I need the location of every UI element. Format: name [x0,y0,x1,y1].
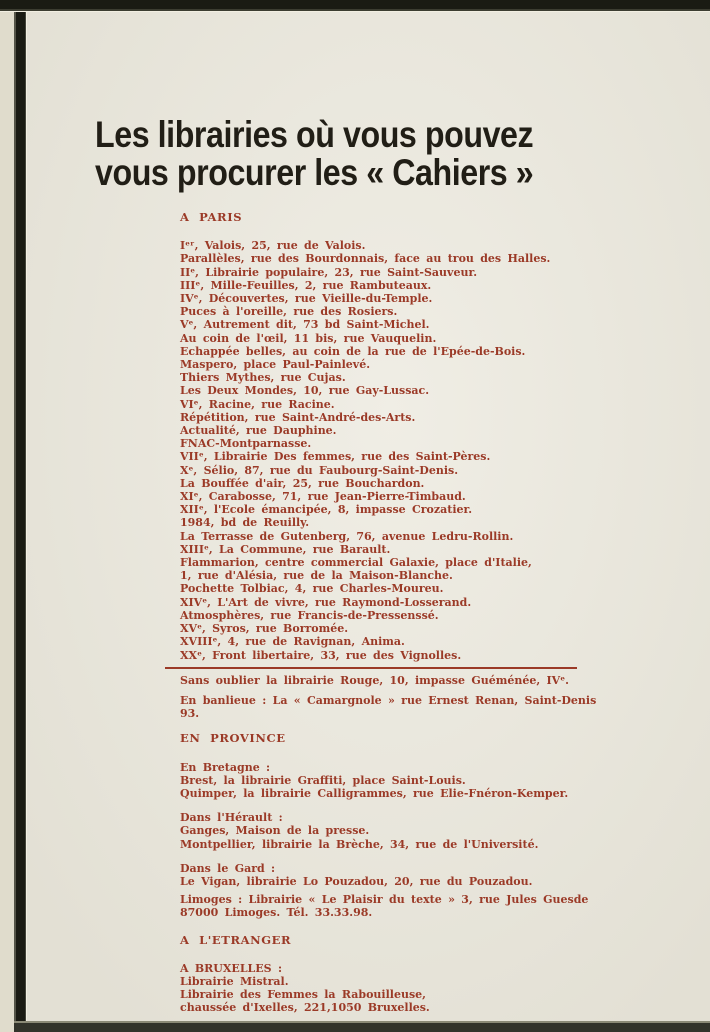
page-title-line1: Les librairies où vous pouvez [95,114,534,155]
bookshop-line: Xᵉ, Sélio, 87, rue du Faubourg-Saint-Denis. [180,463,459,477]
bookshop-line: Montpellier, librairie la Brèche, 34, rue de l'Université. [180,837,539,851]
bookshop-line: Au coin de l'œil, 11 bis, rue Vauquelin. [180,331,437,345]
group-title: En Bretagne : [180,760,271,774]
bookshop-line: La Terrasse de Gutenberg, 76, avenue Ledru-Rollin. [180,529,514,543]
bookshop-line: IVᵉ, Découvertes, rue Vieille-du-Temple. [180,292,433,306]
bookshop-line: Pochette Tolbiac, 4, rue Charles-Moureu. [180,582,444,596]
bookshop-line: XVIIIᵉ, 4, rue de Ravignan, Anima. [180,635,405,649]
note-banlieue-2: 93. [180,707,200,721]
bookshop-line: Maspero, place Paul-Painlevé. [180,358,371,372]
note-banlieue: En banlieue : La « Camargnole » rue Ernest Renan, Saint-Denis [180,693,597,707]
bookshop-line: Brest, la librairie Graffiti, place Saint-Louis. [180,773,466,787]
bookshop-line: Echappée belles, au coin de la rue de l'Epée-de-Bois. [180,344,526,358]
province-group-herault [180,811,594,851]
bookshop-line: Les Deux Mondes, 10, rue Gay-Lussac. [180,384,430,398]
province-group-gard [180,862,594,888]
bookshop-line: chaussée d'Ixelles, 221,1050 Bruxelles. [180,1001,430,1015]
bookshop-line: La Bouffée d'air, 25, rue Bouchardon. [180,476,425,490]
bookshop-line: Ganges, Maison de la presse. [180,824,370,838]
bookshop-line: FNAC-Montparnasse. [180,437,312,451]
bookshop-line: XIVᵉ, L'Art de vivre, rue Raymond-Losserand. [180,595,472,609]
bookshop-line: Parallèles, rue des Bourdonnais, face au trou des Halles. [180,252,551,266]
section-heading-paris: A PARIS [180,210,243,224]
note-rouge: Sans oublier la librairie Rouge, 10, impasse Guéménée, IVᵉ. [180,673,569,687]
bookshop-line: VIIᵉ, Librairie Des femmes, rue des Saint-Pères. [180,450,491,464]
bookshop-line: Actualité, rue Dauphine. [180,424,337,438]
section-heading-province: EN PROVINCE [180,731,286,746]
group-title: Dans le Gard : [180,861,276,875]
frame-top-bar [0,0,710,12]
bookshop-line: Vᵉ, Autrement dit, 73 bd Saint-Michel. [180,318,430,332]
bookshop-line: XXᵉ, Front libertaire, 33, rue des Vignolles. [180,648,462,662]
bookshop-line: XIIᵉ, l'Ecole émancipée, 8, impasse Crozatier. [180,503,473,517]
bookshop-line: 87000 Limoges. Tél. 33.33.98. [180,906,373,920]
province-group-limoges [180,893,594,919]
bookshop-line: Puces à l'oreille, rue des Rosiers. [180,305,398,319]
bookshop-line: Atmosphères, rue Francis-de-Pressenssé. [180,608,439,622]
page-title-line2: vous procurer les « Cahiers » [95,152,534,193]
divider-rule [165,667,577,669]
bookshop-line: Limoges : Librairie « Le Plaisir du texte » 3, rue Jules Guesde [180,893,589,907]
bookshop-line: 1984, bd de Reuilly. [180,516,310,530]
page-edge-strip [0,0,14,1032]
paris-list [180,239,594,662]
bookshop-line: XIᵉ, Carabosse, 71, rue Jean-Pierre-Timbaud. [180,490,466,504]
section-heading-etranger: A L'ETRANGER [180,932,292,947]
bookshop-line: Librairie des Femmes la Rabouilleuse, [180,988,426,1002]
etranger-group-bruxelles [180,962,594,1015]
bookshop-listing [180,210,597,1026]
bookshop-line: XIIIᵉ, La Commune, rue Barault. [180,542,391,556]
bookshop-line: Librairie Mistral. [180,974,289,988]
bookshop-line: Quimper, la librairie Calligrammes, rue Elie-Fnéron-Kemper. [180,786,569,800]
frame-left-bar [14,0,27,1032]
bookshop-line: Flammarion, centre commercial Galaxie, place d'Italie, [180,556,532,570]
page-title [95,116,533,192]
bookshop-line: Iᵉʳ, Valois, 25, rue de Valois. [180,239,366,253]
bookshop-line: VIᵉ, Racine, rue Racine. [180,397,335,411]
bookshop-line: IIᵉ, Librairie populaire, 23, rue Saint-Sauveur. [180,265,478,279]
bookshop-line: XVᵉ, Syros, rue Borromée. [180,622,349,636]
province-group-bretagne [180,761,594,801]
bookshop-line: IIIᵉ, Mille-Feuilles, 2, rue Rambuteaux. [180,278,432,292]
bookshop-line: 1, rue d'Alésia, rue de la Maison-Blanche. [180,569,453,583]
group-title: A BRUXELLES : [180,961,283,975]
bookshop-line: Répétition, rue Saint-André-des-Arts. [180,410,416,424]
group-title: Dans l'Hérault : [180,811,283,825]
bookshop-line: Le Vigan, librairie Lo Pouzadou, 20, rue du Pouzadou. [180,874,533,888]
bookshop-line: Thiers Mythes, rue Cujas. [180,371,346,385]
